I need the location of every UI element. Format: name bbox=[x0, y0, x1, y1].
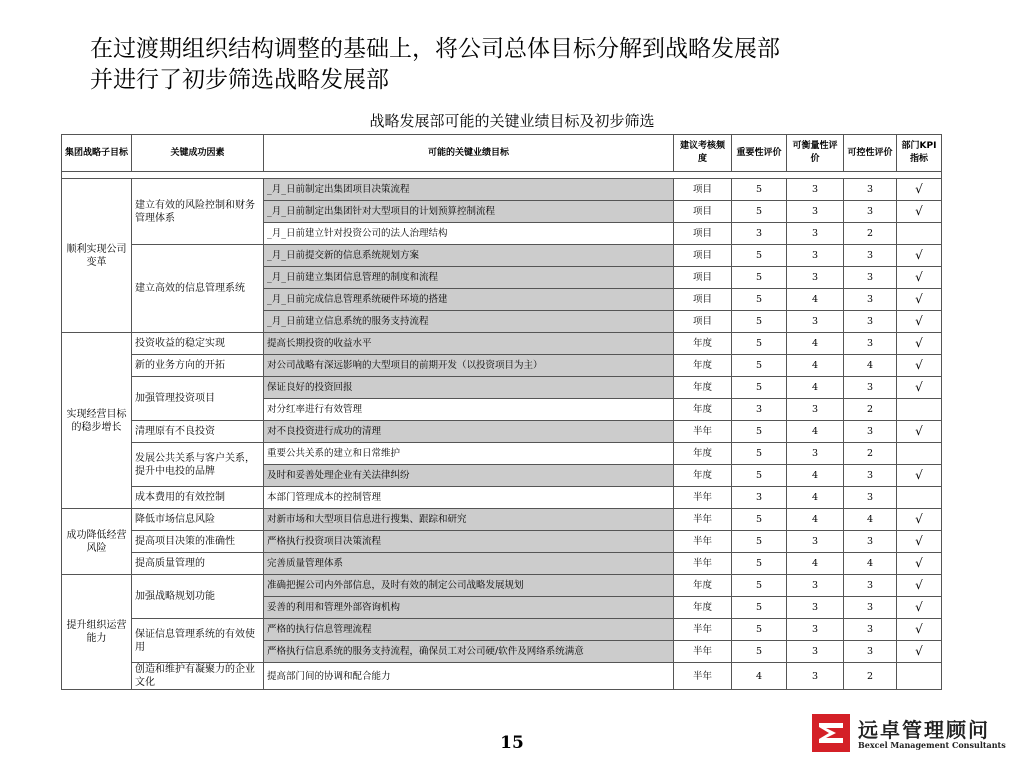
kpi-target-cell: 准确把握公司内外部信息，及时有效的制定公司战略发展规划 bbox=[264, 575, 674, 597]
importance-cell: 3 bbox=[732, 487, 787, 509]
period-cell: 年度 bbox=[674, 399, 732, 421]
period-cell: 年度 bbox=[674, 597, 732, 619]
controllable-cell: 3 bbox=[844, 289, 897, 311]
header-period: 建议考核频度 bbox=[674, 135, 732, 172]
success-factor-cell: 保证信息管理系统的有效使用 bbox=[132, 619, 264, 663]
importance-cell: 5 bbox=[732, 421, 787, 443]
period-cell: 年度 bbox=[674, 575, 732, 597]
kpi-table bbox=[61, 134, 942, 690]
period-cell: 项目 bbox=[674, 201, 732, 223]
controllable-cell: 3 bbox=[844, 311, 897, 333]
period-cell: 年度 bbox=[674, 465, 732, 487]
kpi-target-cell: _月_日前建立信息系统的服务支持流程 bbox=[264, 311, 674, 333]
kpi-check-cell: √ bbox=[897, 553, 942, 575]
controllable-cell: 4 bbox=[844, 553, 897, 575]
measurable-cell: 3 bbox=[787, 201, 844, 223]
header-controllable: 可控性评价 bbox=[844, 135, 897, 172]
measurable-cell: 3 bbox=[787, 619, 844, 641]
slide-title bbox=[90, 34, 990, 96]
kpi-target-cell: 提高长期投资的收益水平 bbox=[264, 333, 674, 355]
measurable-cell: 4 bbox=[787, 333, 844, 355]
kpi-target-cell: 完善质量管理体系 bbox=[264, 553, 674, 575]
measurable-cell: 3 bbox=[787, 245, 844, 267]
importance-cell: 5 bbox=[732, 267, 787, 289]
table-row bbox=[62, 377, 942, 399]
measurable-cell: 3 bbox=[787, 597, 844, 619]
controllable-cell: 3 bbox=[844, 201, 897, 223]
measurable-cell: 3 bbox=[787, 399, 844, 421]
measurable-cell: 3 bbox=[787, 179, 844, 201]
table-body bbox=[62, 172, 942, 690]
period-cell: 项目 bbox=[674, 311, 732, 333]
logo-mark-icon bbox=[812, 714, 850, 752]
header-spacer-row bbox=[62, 172, 942, 179]
measurable-cell: 3 bbox=[787, 223, 844, 245]
importance-cell: 5 bbox=[732, 597, 787, 619]
success-factor-cell: 提高项目决策的准确性 bbox=[132, 531, 264, 553]
success-factor-cell: 建立有效的风险控制和财务管理体系 bbox=[132, 179, 264, 245]
measurable-cell: 4 bbox=[787, 421, 844, 443]
kpi-check-cell: √ bbox=[897, 333, 942, 355]
measurable-cell: 3 bbox=[787, 531, 844, 553]
success-factor-cell: 加强管理投资项目 bbox=[132, 377, 264, 421]
period-cell: 半年 bbox=[674, 421, 732, 443]
measurable-cell: 4 bbox=[787, 377, 844, 399]
header-goal: 集团战略子目标 bbox=[62, 135, 132, 172]
importance-cell: 5 bbox=[732, 377, 787, 399]
period-cell: 年度 bbox=[674, 377, 732, 399]
controllable-cell: 3 bbox=[844, 531, 897, 553]
kpi-target-cell: 严格执行投资项目决策流程 bbox=[264, 531, 674, 553]
table-row bbox=[62, 333, 942, 355]
table-row bbox=[62, 531, 942, 553]
kpi-check-cell: √ bbox=[897, 201, 942, 223]
kpi-target-cell: 对公司战略有深远影响的大型项目的前期开发（以投资项目为主） bbox=[264, 355, 674, 377]
controllable-cell: 3 bbox=[844, 465, 897, 487]
importance-cell: 4 bbox=[732, 663, 787, 690]
importance-cell: 5 bbox=[732, 509, 787, 531]
period-cell: 项目 bbox=[674, 245, 732, 267]
importance-cell: 5 bbox=[732, 575, 787, 597]
importance-cell: 5 bbox=[732, 641, 787, 663]
kpi-target-cell: 严格执行信息系统的服务支持流程，确保员工对公司硬/软件及网络系统满意 bbox=[264, 641, 674, 663]
kpi-target-cell: 对不良投资进行成功的清理 bbox=[264, 421, 674, 443]
success-factor-cell: 建立高效的信息管理系统 bbox=[132, 245, 264, 333]
header-importance: 重要性评价 bbox=[732, 135, 787, 172]
importance-cell: 3 bbox=[732, 399, 787, 421]
kpi-target-cell: _月_日前建立集团信息管理的制度和流程 bbox=[264, 267, 674, 289]
kpi-check-cell: √ bbox=[897, 509, 942, 531]
kpi-target-cell: 及时和妥善处理企业有关法律纠纷 bbox=[264, 465, 674, 487]
importance-cell: 3 bbox=[732, 223, 787, 245]
importance-cell: 5 bbox=[732, 311, 787, 333]
kpi-target-cell: 重要公共关系的建立和日常维护 bbox=[264, 443, 674, 465]
controllable-cell: 4 bbox=[844, 355, 897, 377]
header-measurable: 可衡量性评价 bbox=[787, 135, 844, 172]
kpi-target-cell: _月_日前制定出集团针对大型项目的计划预算控制流程 bbox=[264, 201, 674, 223]
slide-title-line2: 并进行了初步筛选战略发展部 bbox=[90, 67, 389, 93]
measurable-cell: 4 bbox=[787, 465, 844, 487]
importance-cell: 5 bbox=[732, 179, 787, 201]
measurable-cell: 3 bbox=[787, 575, 844, 597]
table-caption: 战略发展部可能的关键业绩目标及初步筛选 bbox=[369, 112, 655, 130]
table-row bbox=[62, 509, 942, 531]
kpi-target-cell: 对新市场和大型项目信息进行搜集、跟踪和研究 bbox=[264, 509, 674, 531]
period-cell: 项目 bbox=[674, 267, 732, 289]
kpi-check-cell: √ bbox=[897, 465, 942, 487]
table-row bbox=[62, 355, 942, 377]
kpi-check-cell: √ bbox=[897, 289, 942, 311]
controllable-cell: 2 bbox=[844, 399, 897, 421]
controllable-cell: 3 bbox=[844, 179, 897, 201]
table-row bbox=[62, 663, 942, 690]
kpi-check-cell bbox=[897, 443, 942, 465]
period-cell: 半年 bbox=[674, 509, 732, 531]
importance-cell: 5 bbox=[732, 531, 787, 553]
importance-cell: 5 bbox=[732, 619, 787, 641]
strategic-goal-cell: 顺利实现公司变革 bbox=[62, 179, 132, 333]
measurable-cell: 4 bbox=[787, 289, 844, 311]
kpi-check-cell: √ bbox=[897, 179, 942, 201]
controllable-cell: 3 bbox=[844, 377, 897, 399]
importance-cell: 5 bbox=[732, 333, 787, 355]
kpi-check-cell: √ bbox=[897, 377, 942, 399]
success-factor-cell: 投资收益的稳定实现 bbox=[132, 333, 264, 355]
controllable-cell: 3 bbox=[844, 575, 897, 597]
kpi-target-cell: _月_日前建立针对投资公司的法人治理结构 bbox=[264, 223, 674, 245]
kpi-check-cell: √ bbox=[897, 421, 942, 443]
controllable-cell: 2 bbox=[844, 443, 897, 465]
success-factor-cell: 加强战略规划功能 bbox=[132, 575, 264, 619]
kpi-target-cell: 妥善的利用和管理外部咨询机构 bbox=[264, 597, 674, 619]
table-row bbox=[62, 421, 942, 443]
measurable-cell: 3 bbox=[787, 641, 844, 663]
table-row bbox=[62, 443, 942, 465]
strategic-goal-cell: 提升组织运营能力 bbox=[62, 575, 132, 690]
kpi-target-cell: _月_日前提交新的信息系统规划方案 bbox=[264, 245, 674, 267]
table-row bbox=[62, 619, 942, 641]
success-factor-cell: 清理原有不良投资 bbox=[132, 421, 264, 443]
page-number: 15 bbox=[500, 733, 524, 753]
success-factor-cell: 降低市场信息风险 bbox=[132, 509, 264, 531]
success-factor-cell: 成本费用的有效控制 bbox=[132, 487, 264, 509]
success-factor-cell: 提高质量管理的 bbox=[132, 553, 264, 575]
importance-cell: 5 bbox=[732, 355, 787, 377]
company-logo bbox=[812, 712, 1012, 758]
importance-cell: 5 bbox=[732, 443, 787, 465]
table-row bbox=[62, 575, 942, 597]
kpi-check-cell bbox=[897, 399, 942, 421]
kpi-check-cell: √ bbox=[897, 575, 942, 597]
kpi-target-cell: 本部门管理成本的控制管理 bbox=[264, 487, 674, 509]
importance-cell: 5 bbox=[732, 465, 787, 487]
kpi-target-cell: 提高部门间的协调和配合能力 bbox=[264, 663, 674, 690]
kpi-check-cell: √ bbox=[897, 531, 942, 553]
controllable-cell: 2 bbox=[844, 223, 897, 245]
success-factor-cell: 发展公共关系与客户关系，提升中电投的品牌 bbox=[132, 443, 264, 487]
controllable-cell: 3 bbox=[844, 421, 897, 443]
controllable-cell: 3 bbox=[844, 333, 897, 355]
table-row bbox=[62, 179, 942, 201]
measurable-cell: 4 bbox=[787, 509, 844, 531]
kpi-target-cell: _月_日前制定出集团项目决策流程 bbox=[264, 179, 674, 201]
kpi-check-cell: √ bbox=[897, 311, 942, 333]
success-factor-cell: 新的业务方向的开拓 bbox=[132, 355, 264, 377]
kpi-check-cell: √ bbox=[897, 619, 942, 641]
period-cell: 半年 bbox=[674, 641, 732, 663]
period-cell: 项目 bbox=[674, 179, 732, 201]
importance-cell: 5 bbox=[732, 553, 787, 575]
kpi-check-cell: √ bbox=[897, 641, 942, 663]
period-cell: 半年 bbox=[674, 531, 732, 553]
kpi-check-cell bbox=[897, 663, 942, 690]
measurable-cell: 3 bbox=[787, 443, 844, 465]
period-cell: 项目 bbox=[674, 223, 732, 245]
measurable-cell: 4 bbox=[787, 355, 844, 377]
period-cell: 半年 bbox=[674, 663, 732, 690]
controllable-cell: 3 bbox=[844, 641, 897, 663]
strategic-goal-cell: 实现经营目标的稳步增长 bbox=[62, 333, 132, 509]
period-cell: 半年 bbox=[674, 487, 732, 509]
controllable-cell: 3 bbox=[844, 245, 897, 267]
logo-name-en: Bexcel Management Consultants bbox=[858, 740, 1006, 750]
controllable-cell: 3 bbox=[844, 619, 897, 641]
importance-cell: 5 bbox=[732, 289, 787, 311]
kpi-check-cell: √ bbox=[897, 355, 942, 377]
controllable-cell: 4 bbox=[844, 509, 897, 531]
success-factor-cell: 创造和维护有凝聚力的企业文化 bbox=[132, 663, 264, 690]
period-cell: 半年 bbox=[674, 619, 732, 641]
importance-cell: 5 bbox=[732, 201, 787, 223]
kpi-check-cell bbox=[897, 487, 942, 509]
kpi-check-cell: √ bbox=[897, 597, 942, 619]
kpi-check-cell: √ bbox=[897, 267, 942, 289]
period-cell: 半年 bbox=[674, 553, 732, 575]
controllable-cell: 3 bbox=[844, 267, 897, 289]
table-row bbox=[62, 487, 942, 509]
kpi-target-cell: 保证良好的投资回报 bbox=[264, 377, 674, 399]
strategic-goal-cell: 成功降低经营风险 bbox=[62, 509, 132, 575]
controllable-cell: 3 bbox=[844, 597, 897, 619]
measurable-cell: 4 bbox=[787, 487, 844, 509]
logo-name-cn: 远卓管理顾问 bbox=[858, 718, 990, 742]
measurable-cell: 3 bbox=[787, 311, 844, 333]
kpi-check-cell: √ bbox=[897, 245, 942, 267]
table-row bbox=[62, 245, 942, 267]
controllable-cell: 3 bbox=[844, 487, 897, 509]
header-kpi: 部门KPI指标 bbox=[897, 135, 942, 172]
importance-cell: 5 bbox=[732, 245, 787, 267]
slide-title-line1: 在过渡期组织结构调整的基础上，将公司总体目标分解到战略发展部 bbox=[90, 36, 780, 62]
header-target: 可能的关键业绩目标 bbox=[264, 135, 674, 172]
period-cell: 年度 bbox=[674, 333, 732, 355]
period-cell: 项目 bbox=[674, 289, 732, 311]
measurable-cell: 4 bbox=[787, 553, 844, 575]
kpi-target-cell: 严格的执行信息管理流程 bbox=[264, 619, 674, 641]
period-cell: 年度 bbox=[674, 355, 732, 377]
table-header-row bbox=[62, 135, 942, 172]
kpi-target-cell: 对分红率进行有效管理 bbox=[264, 399, 674, 421]
controllable-cell: 2 bbox=[844, 663, 897, 690]
measurable-cell: 3 bbox=[787, 663, 844, 690]
table-row bbox=[62, 553, 942, 575]
period-cell: 年度 bbox=[674, 443, 732, 465]
kpi-check-cell bbox=[897, 223, 942, 245]
header-factor: 关键成功因素 bbox=[132, 135, 264, 172]
measurable-cell: 3 bbox=[787, 267, 844, 289]
kpi-target-cell: _月_日前完成信息管理系统硬件环境的搭建 bbox=[264, 289, 674, 311]
